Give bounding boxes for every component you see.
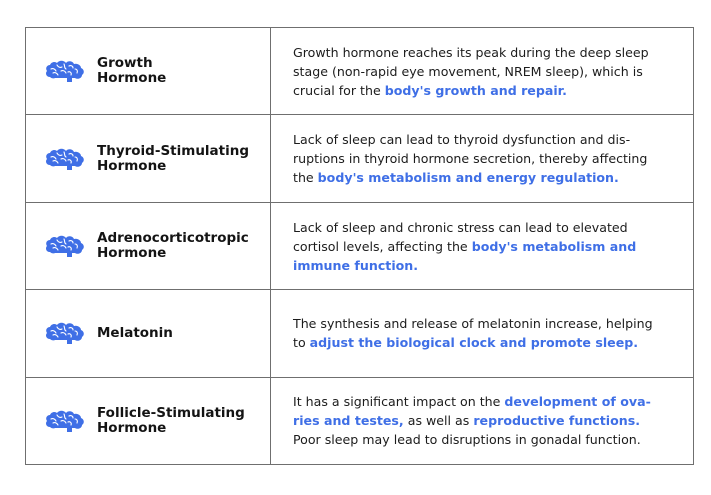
hormone-description-cell — [271, 290, 693, 376]
brain-icon — [45, 60, 85, 82]
table-row — [26, 28, 693, 114]
hormone-name: Growth Hormone — [97, 55, 167, 87]
description-text: Lack of sleep can lead to thyroid dysfunction and disruptions in thyroid hormone secretion, thereby affecting the — [293, 132, 648, 186]
brain-icon — [45, 322, 85, 344]
brain-icon — [45, 148, 85, 170]
description-text: The synthesis and release of melatonin increase, helping to — [293, 316, 653, 351]
hormone-description-cell — [271, 378, 693, 464]
hormone-name-cell — [26, 28, 271, 114]
hormone-name: Adrenocorticotropic Hormone — [97, 230, 249, 262]
hormone-description — [293, 218, 669, 275]
hormone-name-cell — [26, 115, 271, 201]
hormone-name-cell — [26, 378, 271, 464]
description-highlight: body's metabolism and energy regulation. — [317, 170, 619, 186]
hormone-name: Follicle-Stimulating Hormone — [97, 404, 245, 436]
hormone-description — [293, 392, 669, 449]
description-text: as well as — [403, 413, 474, 429]
brain-icon — [45, 410, 85, 432]
table-row — [26, 377, 693, 464]
hormone-name-cell — [26, 290, 271, 376]
brain-icon — [45, 235, 85, 257]
description-highlight: adjust the biological clock and promote sleep. — [309, 335, 639, 351]
description-text: Lack of sleep and chronic stress can lead to elevated cortisol levels, affecting the — [293, 219, 628, 254]
description-text: Poor sleep may lead to disruptions in gonadal function. — [293, 432, 641, 448]
hormone-name: Thyroid-Stimulating Hormone — [97, 142, 250, 174]
hormone-name-cell — [26, 203, 271, 289]
table-row — [26, 289, 693, 376]
description-highlight: reproductive functions. — [473, 413, 641, 429]
hormone-description-cell — [271, 203, 693, 289]
hormone-table — [25, 27, 694, 465]
description-highlight: development of ovaries and testes, — [293, 394, 651, 429]
hormone-description — [293, 43, 669, 100]
description-highlight: body's metabolism and immune function. — [293, 238, 637, 273]
table-row — [26, 114, 693, 201]
table-row — [26, 202, 693, 289]
description-text: Growth hormone reaches its peak during the deep sleep stage (non-rapid eye movement, NREM sleep), which is crucial for the — [293, 44, 649, 98]
hormone-description — [293, 314, 669, 352]
description-highlight: body's growth and repair. — [384, 82, 567, 98]
hormone-description-cell — [271, 115, 693, 201]
hormone-description-cell — [271, 28, 693, 114]
hormone-name: Melatonin — [97, 324, 173, 341]
hormone-description — [293, 130, 669, 187]
description-text: It has a significant impact on the — [293, 394, 505, 410]
